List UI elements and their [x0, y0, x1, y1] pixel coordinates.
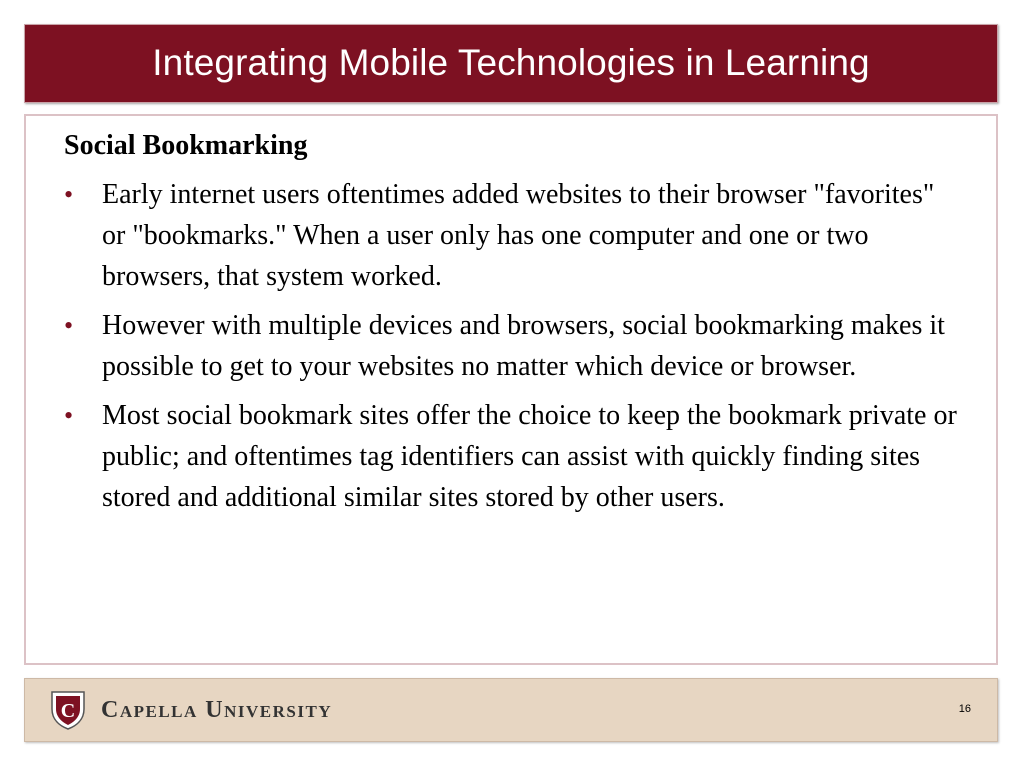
- bullet-dot-icon: •: [64, 401, 74, 430]
- shield-c-icon: [49, 689, 87, 731]
- content-box: [24, 114, 998, 665]
- bullet-list: [64, 174, 964, 526]
- section-heading: Social Bookmarking: [64, 130, 308, 161]
- capella-logo: [49, 689, 332, 731]
- bullet-item: [64, 174, 964, 297]
- logo-wordmark: Capella University: [101, 697, 333, 723]
- bullet-text: Most social bookmark sites offer the choice to keep the bookmark private or public; and oftentimes tag identifiers can assist with quickly finding sites stored and additional similar sites stored by other users.: [102, 400, 957, 513]
- footer-bar: [24, 678, 998, 742]
- bullet-item: [64, 395, 964, 518]
- bullet-text: However with multiple devices and browsers, social bookmarking makes it possible to get to your websites no matter which device or browser.: [102, 310, 945, 382]
- slide-title: Integrating Mobile Technologies in Learning: [152, 42, 870, 83]
- bullet-dot-icon: •: [64, 311, 74, 340]
- bullet-text: Early internet users oftentimes added websites to their browser "favorites" or "bookmarks." When a user only has one computer and one or two browsers, that system worked.: [102, 179, 935, 292]
- title-bar: [24, 24, 998, 103]
- svg-text:C: C: [60, 700, 76, 722]
- bullet-dot-icon: •: [64, 180, 74, 209]
- bullet-item: [64, 305, 964, 387]
- page-number: 16: [958, 703, 971, 715]
